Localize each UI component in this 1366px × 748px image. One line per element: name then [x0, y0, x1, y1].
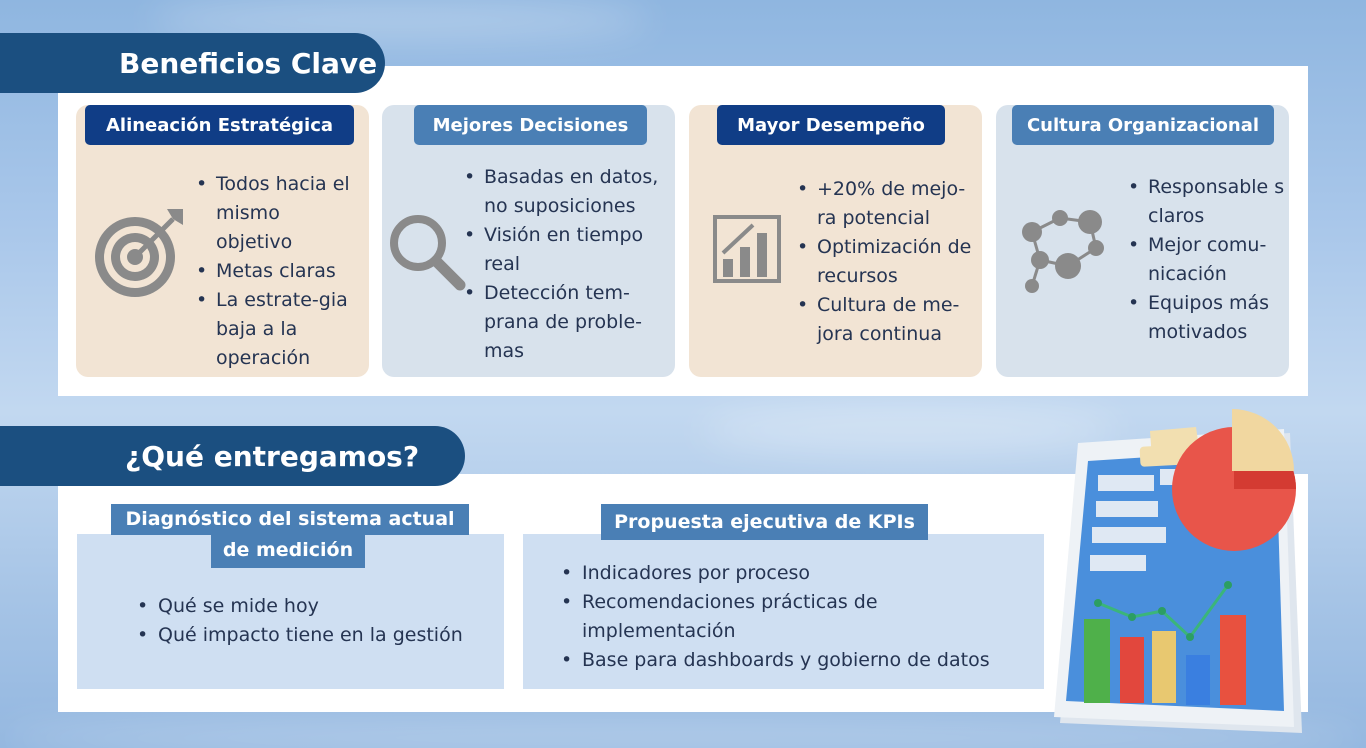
deliverable-kpi-proposal — [523, 534, 1044, 689]
list-item: • Optimización de recursos — [793, 233, 978, 291]
deliverable-title: Propuesta ejecutiva de KPIs — [601, 504, 928, 540]
card-list — [793, 175, 978, 349]
card-better-decisions — [382, 105, 675, 377]
list-item: • Indicadores por proceso — [557, 559, 1037, 588]
list-item: • Qué se mide hoy — [133, 592, 503, 621]
deliverables-title: ¿Qué entregamos? — [0, 426, 465, 486]
list-item: • Visión en tiempo real — [460, 221, 675, 279]
list-item: • Metas claras — [192, 257, 362, 286]
list-item: • +20% de mejo-ra potencial — [793, 175, 978, 233]
list-item: • Mejor comu-nicación — [1124, 231, 1289, 289]
magnifier-icon — [388, 213, 468, 293]
card-title: Mejores Decisiones — [414, 105, 647, 145]
list-item: • Basadas en datos, no suposiciones — [460, 163, 675, 221]
card-higher-performance — [689, 105, 982, 377]
card-list — [192, 170, 362, 373]
deliverable-list — [133, 592, 503, 650]
list-item: • Cultura de me-jora continua — [793, 291, 978, 349]
list-item: • Todos hacia el mismo objetivo — [192, 170, 362, 257]
deliverable-title-line1: Diagnóstico del sistema actual — [111, 504, 469, 535]
target-icon — [93, 205, 183, 299]
card-title: Mayor Desempeño — [717, 105, 945, 145]
list-item: • Qué impacto tiene en la gestión — [133, 621, 503, 650]
list-item: • La estrate-gia baja a la operación — [192, 286, 362, 373]
card-list — [1124, 173, 1289, 347]
list-item: • Base para dashboards y gobierno de datos — [557, 646, 1037, 675]
card-strategic-alignment — [76, 105, 369, 377]
benefits-title: Beneficios Clave — [0, 33, 385, 93]
card-list — [460, 163, 675, 366]
clipboard-chart-icon — [1040, 405, 1340, 743]
list-item: • Equipos más motivados — [1124, 289, 1289, 347]
list-item: • Recomendaciones prácticas de implementación — [557, 588, 1037, 646]
deliverable-title-line2: de medición — [211, 535, 365, 568]
network-people-icon — [1010, 200, 1110, 300]
card-organizational-culture — [996, 105, 1289, 377]
card-title: Alineación Estratégica — [85, 105, 354, 145]
deliverable-list — [557, 559, 1037, 675]
list-item: • Detección tem-prana de proble-mas — [460, 279, 675, 366]
list-item: • Responsable s claros — [1124, 173, 1289, 231]
card-title: Cultura Organizacional — [1012, 105, 1274, 145]
growth-chart-icon — [713, 215, 781, 283]
